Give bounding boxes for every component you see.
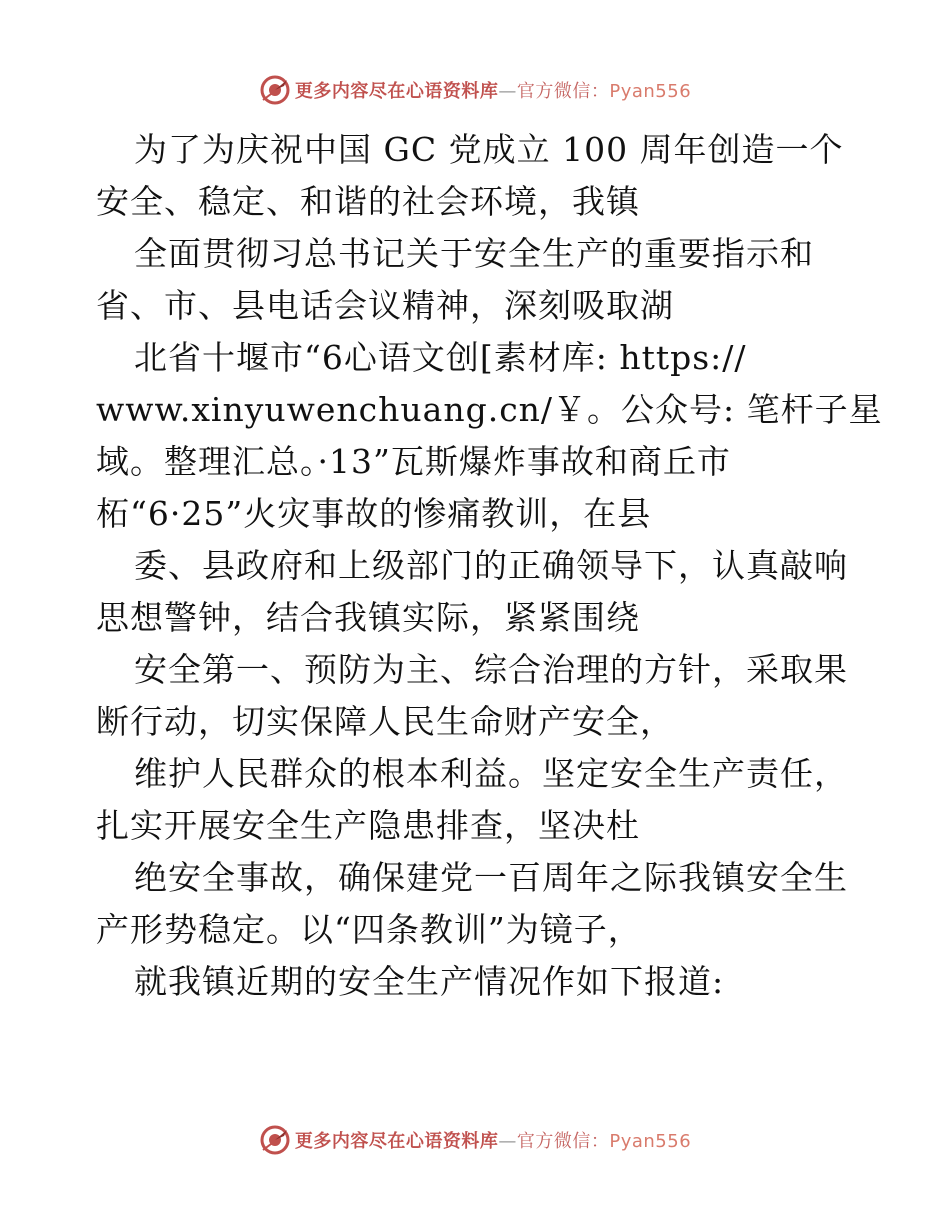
- body-text-line: 柘“6·25”火灾事故的惨痛教训，在县: [96, 494, 652, 533]
- watermark-main: 更多内容尽在心语资料库: [294, 81, 499, 102]
- watermark-banner-bottom: [0, 1122, 950, 1158]
- body-text-line: 为了为庆祝中国 GC 党成立 100 周年创造一个: [134, 130, 844, 169]
- watermark-text: [295, 77, 691, 103]
- watermark-main: 更多内容尽在心语资料库: [294, 1131, 499, 1152]
- body-text-line: 委、县政府和上级部门的正确领导下，认真敲响: [134, 546, 848, 585]
- body-text-line: 安全、稳定、和谐的社会环境，我镇: [96, 182, 640, 221]
- body-text-line: 产形势稳定。以“四条教训”为镜子，: [96, 910, 642, 949]
- body-text-line: 思想警钟，结合我镇实际，紧紧围绕: [96, 598, 640, 637]
- body-text-line: 域。整理汇总。·13”瓦斯爆炸事故和商丘市: [96, 442, 731, 481]
- watermark-label: 官方微信：: [516, 1131, 610, 1152]
- watermark-label: 官方微信：: [516, 81, 610, 102]
- body-text-line: 就我镇近期的安全生产情况作如下报道:: [134, 962, 725, 1001]
- document-body: [96, 124, 883, 1008]
- watermark-dash: —: [498, 81, 517, 102]
- body-text-line: 维护人民群众的根本利益。坚定安全生产责任，: [134, 754, 848, 793]
- body-text-line: 绝安全事故，确保建党一百周年之际我镇安全生: [134, 858, 848, 897]
- body-text-line: www.xinyuwenchuang.cn/￥。公众号: 笔杆子星: [96, 390, 883, 429]
- body-text-line: 省、市、县电话会议精神，深刻吸取湖: [96, 286, 674, 325]
- watermark-dash: —: [498, 1131, 517, 1152]
- body-text-line: 断行动，切实保障人民生命财产安全，: [96, 702, 674, 741]
- quill-seal-logo-icon: [259, 74, 291, 106]
- quill-seal-logo-icon: [259, 1124, 291, 1156]
- watermark-id: Pyan556: [609, 81, 692, 102]
- watermark-id: Pyan556: [609, 1131, 692, 1152]
- body-text-line: 北省十堰市“6心语文创[素材库: https://: [134, 338, 747, 377]
- body-text-line: 全面贯彻习总书记关于安全生产的重要指示和: [134, 234, 814, 273]
- body-text-line: 扎实开展安全生产隐患排查，坚决杜: [96, 806, 640, 845]
- body-text-line: 安全第一、预防为主、综合治理的方针，采取果: [134, 650, 848, 689]
- watermark-text: [295, 1127, 691, 1153]
- watermark-banner-top: [0, 72, 950, 108]
